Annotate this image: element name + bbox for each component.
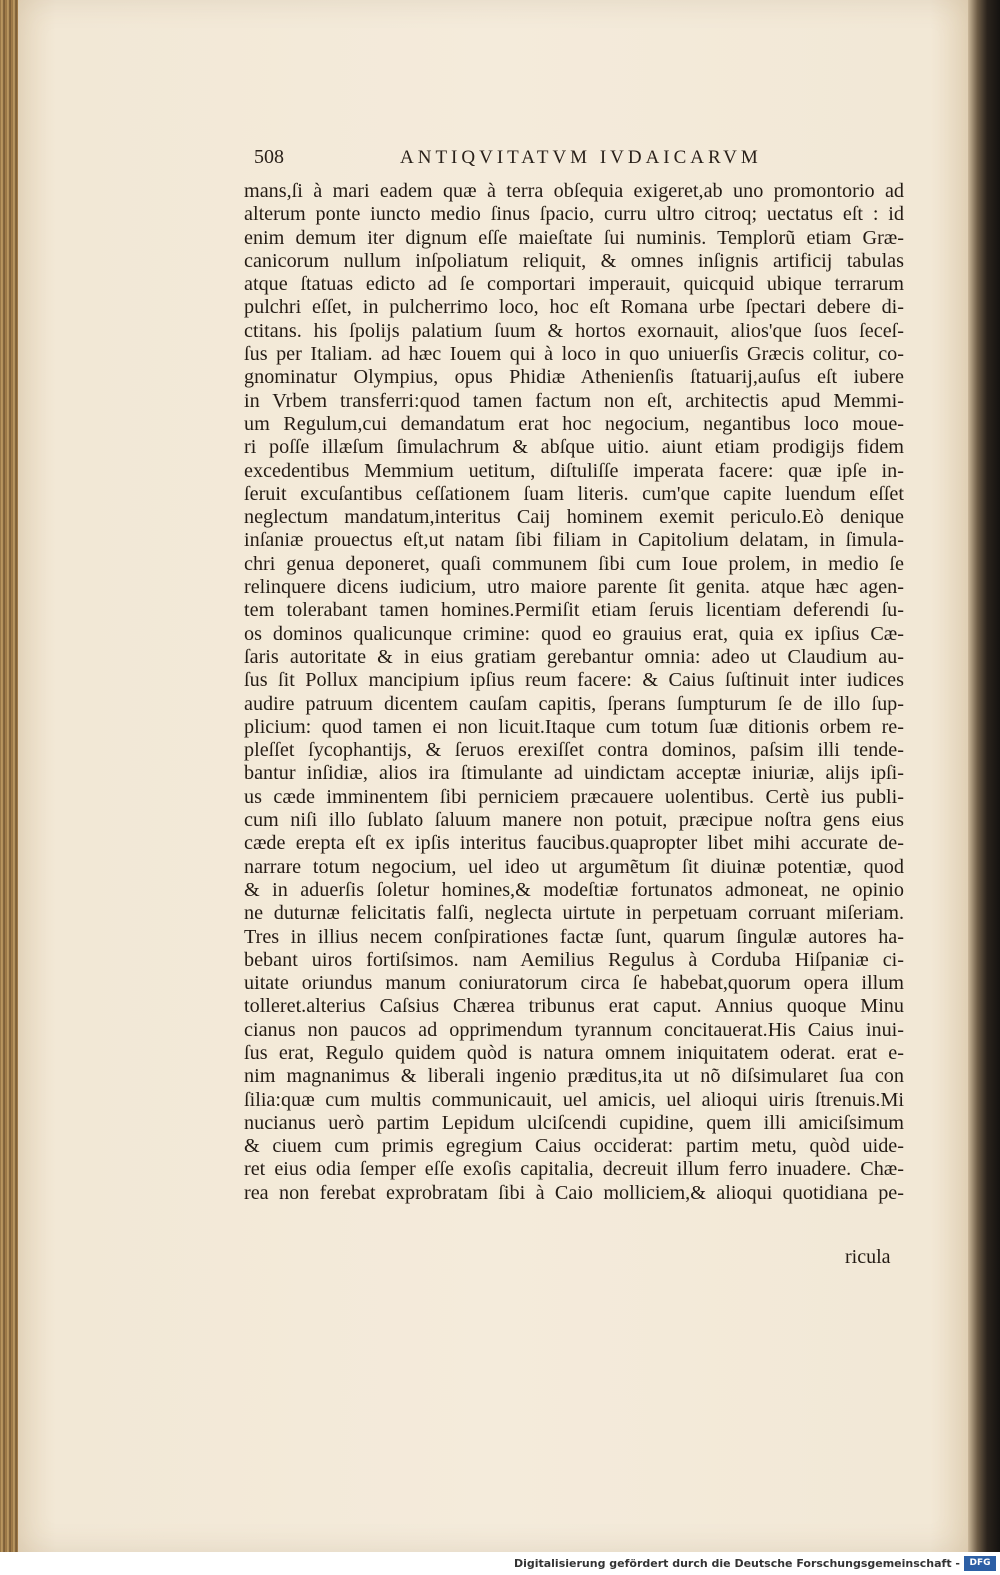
funding-credit: Digitalisierung gefördert durch die Deutsche Forschungsgemeinschaft -: [513, 1557, 960, 1570]
text-line: us cæde imminentem ſibi perniciem præcauere uolentibus. Certè ius publi-: [244, 785, 904, 808]
text-line: bebant uiros fortiſsimos. nam Aemilius Regulus à Corduba Hiſpaniæ ci-: [244, 948, 904, 971]
page-number: 508: [254, 146, 284, 168]
text-line: narrare totum negocium, uel ideo ut argumẽtum ſit diuinæ potentiæ, quod: [244, 855, 904, 878]
text-line: & ciuem cum primis egregium Caius occiderat: partim metu, quòd uide-: [244, 1135, 904, 1158]
text-line: rea non ferebat exprobratam ſibi à Caio molliciem,& alioqui quotidiana pe-: [244, 1181, 904, 1204]
footer-bar: [0, 1552, 1000, 1575]
body-text: [244, 180, 904, 1205]
book-spine: [968, 0, 1000, 1552]
text-line: ri poſſe illæſum ſimulachrum & abſque uitio. aiunt etiam prodigijs fidem: [244, 436, 904, 459]
text-line: mans,ſi à mari eadem quæ à terra obſequia exigeret,ab uno promontorio ad: [244, 180, 904, 202]
text-line: ſus per Italiam. ad hæc Iouem qui à loco in quo uniuerſis Græcis colitur, co-: [244, 343, 904, 366]
page-header: [232, 146, 900, 176]
text-line: ctitans. his ſpolijs palatium ſuum & hortos exornauit, alios'que ſuos ſeceſ-: [244, 319, 904, 342]
running-title: ANTIQVITATVM IVDAICARVM: [400, 147, 762, 168]
text-line: in Vrbem transferri:quod tamen factum non eſt, architectis apud Memmi-: [244, 389, 904, 412]
text-line: canicorum nullum inſpoliatum reliquit, & omnes inſignis artificij tabulas: [244, 249, 904, 272]
text-line: ſilia:quæ cum multis communicauit, uel amicis, uel alioqui uiris ſtrenuis.Mi: [244, 1088, 904, 1111]
text-line: enim demum iter dignum eſſe maieſtate ſui numinis. Templorũ etiam Græ-: [244, 226, 904, 249]
text-line: ſeruit excuſantibus ceſſationem ſuam literis. cum'que capite luendum eſſet: [244, 482, 904, 505]
dfg-logo: DFG: [964, 1556, 996, 1571]
text-line: nucianus uerò partim Lepidum ulciſcendi cupidine, quem illi amiciſsimum: [244, 1111, 904, 1134]
text-line: ret eius odia ſemper eſſe exoſis capitalia, decreuit illum ferro inuadere. Chæ-: [244, 1158, 904, 1181]
text-line: atque ſtatuas edicto ad ſe comportari imperauit, quicquid ubique terrarum: [244, 273, 904, 296]
text-line: cum niſi illo ſublato ſaluum manere non potuit, præcipue noſtra gens eius: [244, 809, 904, 832]
text-line: inſaniæ prouectus eſt,ut natam ſibi filiam in Capitolium delatam, in ſimula-: [244, 529, 904, 552]
text-line: excedentibus Memmium uetitum, diſtuliſſe imperata facere: quæ ipſe in-: [244, 459, 904, 482]
text-line: relinquere dicens iudicium, utro maiore parente ſit genita. atque hæc agen-: [244, 576, 904, 599]
book-page-edge: [0, 0, 18, 1575]
text-line: ſus erat, Regulo quidem quòd is natura omnem iniquitatem oderat. erat e-: [244, 1041, 904, 1064]
text-line: pulchri eſſet, in pulcherrimo loco, hoc eſt Romana urbe ſpectari debere di-: [244, 296, 904, 319]
text-line: chri genua deponeret, quaſi communem ſibi cum Ioue prolem, in medio ſe: [244, 552, 904, 575]
text-line: ſus ſit Pollux mancipium ipſius reum facere: & Caius ſuſtinuit inter iudices: [244, 669, 904, 692]
text-line: alterum ponte iuncto medio ſinus ſpacio, curru ultro citroq; uectatus eſt : id: [244, 203, 904, 226]
text-line: cæde erepta eſt ex ipſis interitus faucibus.quapropter libet mihi accurate de-: [244, 832, 904, 855]
text-line: Tres in illius necem conſpirationes factæ ſunt, quarum ſingulæ autores ha-: [244, 925, 904, 948]
text-line: ne duturnæ felicitatis falſi, neglecta uirtute in perpetuam corruant miſeriam.: [244, 902, 904, 925]
text-line: tem tolerabant tamen homines.Permiſit etiam ſeruis licentiam deferendi ſu-: [244, 599, 904, 622]
text-line: cianus non paucos ad opprimendum tyrannum concitauerat.His Caius inui-: [244, 1018, 904, 1041]
text-line: pleſſet ſycophantijs, & ſeruos erexiſſet contra dominos, paſsim illi tende-: [244, 739, 904, 762]
text-line: plicium: quod tamen ei non licuit.Itaque cum totum ſuæ ditionis orbem re-: [244, 715, 904, 738]
text-line: gnominatur Olympius, opus Phidiæ Athenienſis ſtatuarij,auſus eſt iubere: [244, 366, 904, 389]
text-line: uitate oriundus manum coniuratorum circa ſe habebat,quorum opera illum: [244, 972, 904, 995]
text-line: um Regulum,cui demandatum erat hoc negocium, negantibus loco moue-: [244, 412, 904, 435]
text-line: neglectum mandatum,interitus Caij hominem exemit periculo.Eò denique: [244, 506, 904, 529]
text-line: nim magnanimus & liberali ingenio præditus,ita ut nõ diſsimularet ſua con: [244, 1065, 904, 1088]
text-line: & in aduerſis ſoletur homines,& modeſtiæ fortunatos admoneat, ne opinio: [244, 878, 904, 901]
text-line: os dominos qualicunque crimine: quod eo grauius erat, quia ex ipſius Cæ-: [244, 622, 904, 645]
text-line: audire patruum dicentem cauſam capitis, ſperans ſumpturum ſe de illo ſup-: [244, 692, 904, 715]
text-line: bantur inſidiæ, alios ira ſtimulante ad uindictam acceptæ iniuriæ, alijs ipſi-: [244, 762, 904, 785]
catchword: ricula: [845, 1246, 891, 1268]
text-line: ſaris autoritate & in eius gratiam gerebantur omnia: adeo ut Claudium au-: [244, 645, 904, 668]
text-line: tolleret.alterius Caſsius Chærea tribunus erat caput. Annius quoque Minu: [244, 995, 904, 1018]
